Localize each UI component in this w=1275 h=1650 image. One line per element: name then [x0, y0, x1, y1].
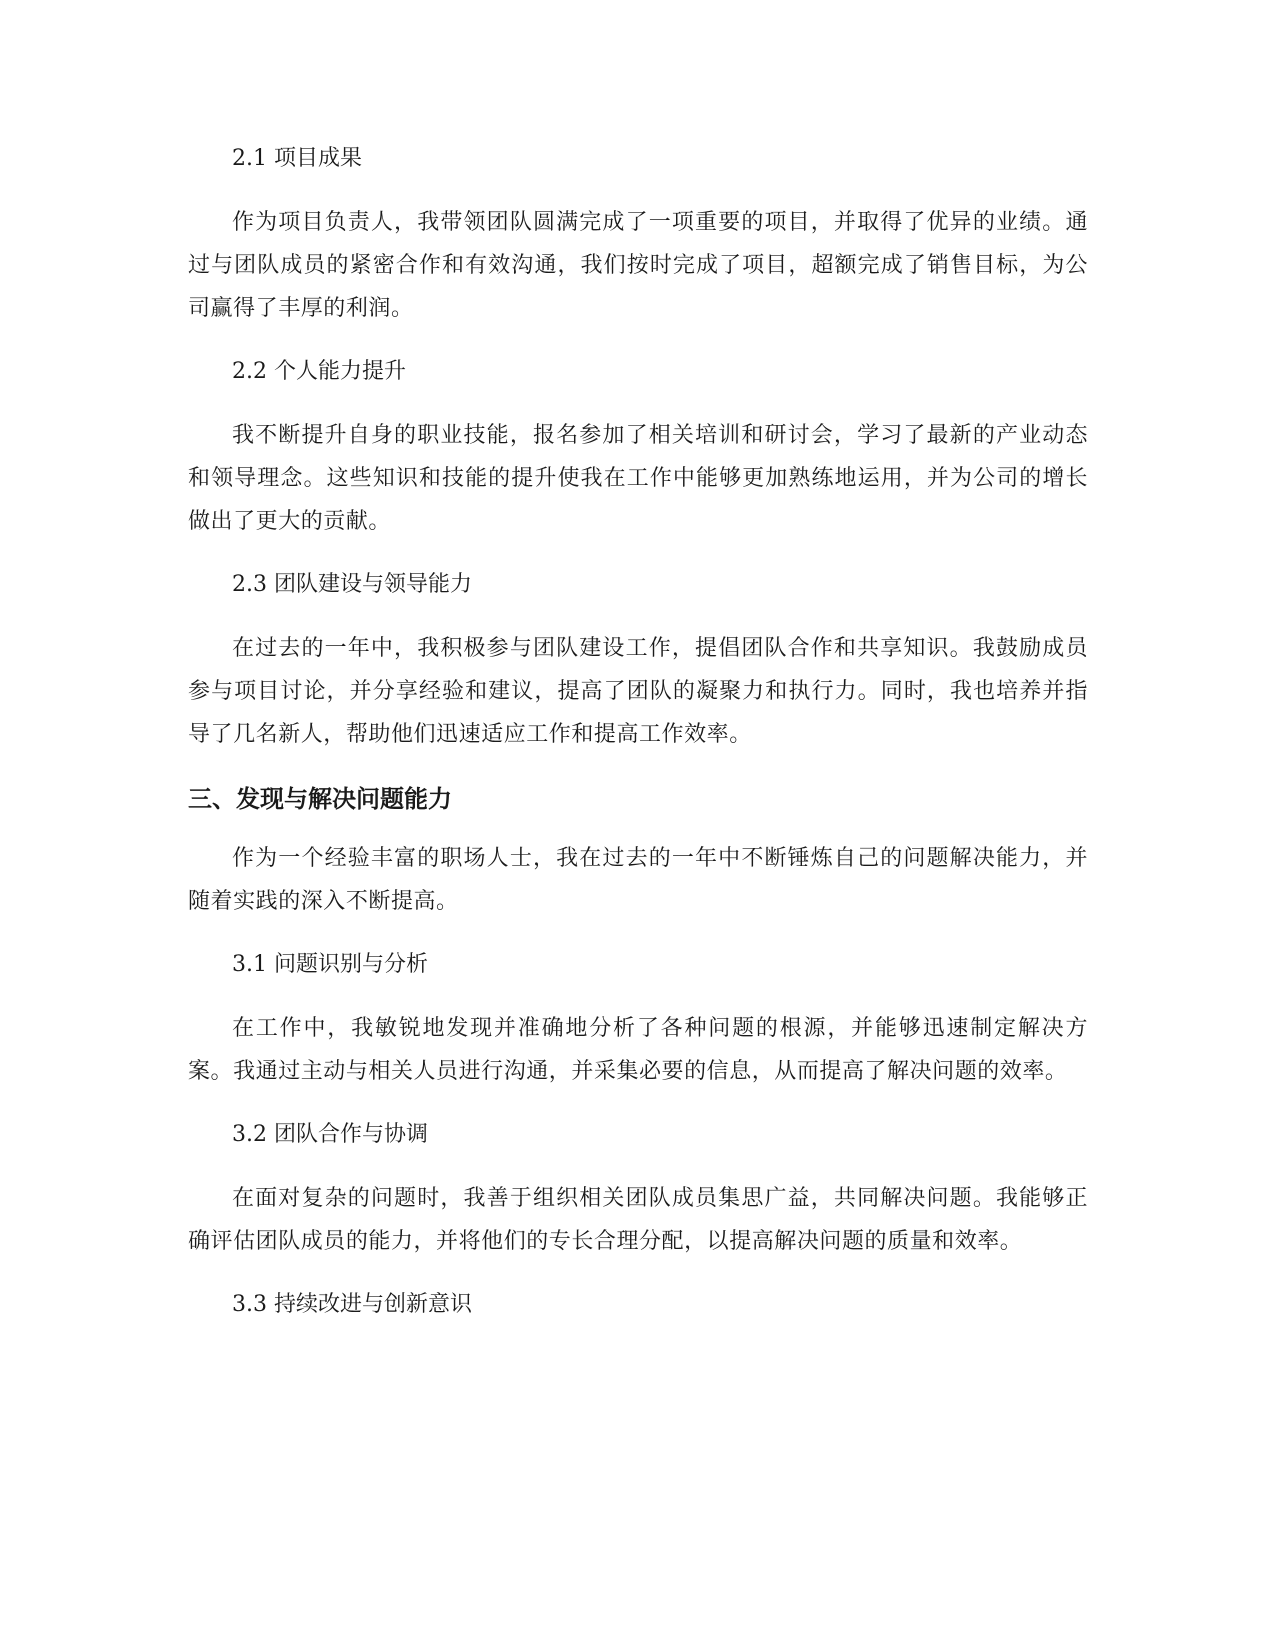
heading-3-2: 3.2 团队合作与协调: [232, 1122, 428, 1147]
heading-3-1: 3.1 问题识别与分析: [232, 952, 428, 977]
heading-2-1: 2.1 项目成果: [232, 146, 362, 171]
heading-3-3: 3.3 持续改进与创新意识: [232, 1292, 472, 1317]
heading-2-2: 2.2 个人能力提升: [232, 359, 406, 384]
document-body: [188, 138, 1088, 1347]
paragraph-2-1: 作为项目负责人，我带领团队圆满完成了一项重要的项目，并取得了优异的业绩。通过与团队成员的紧密合作和有效沟通，我们按时完成了项目，超额完成了销售目标，为公司赢得了丰厚的利润。: [188, 210, 1088, 321]
paragraph-3-2: 在面对复杂的问题时，我善于组织相关团队成员集思广益，共同解决问题。我能够正确评估团队成员的能力，并将他们的专长合理分配，以提高解决问题的质量和效率。: [188, 1186, 1088, 1254]
paragraph-3-1: 在工作中，我敏锐地发现并准确地分析了各种问题的根源，并能够迅速制定解决方案。我通过主动与相关人员进行沟通，并采集必要的信息，从而提高了解决问题的效率。: [188, 1016, 1088, 1084]
paragraph-3-intro: 作为一个经验丰富的职场人士，我在过去的一年中不断锤炼自己的问题解决能力，并随着实践的深入不断提高。: [188, 846, 1088, 914]
paragraph-2-3: 在过去的一年中，我积极参与团队建设工作，提倡团队合作和共享知识。我鼓励成员参与项目讨论，并分享经验和建议，提高了团队的凝聚力和执行力。同时，我也培养并指导了几名新人，帮助他们迅速适应工作和提高工作效率。: [188, 636, 1088, 747]
paragraph-2-2: 我不断提升自身的职业技能，报名参加了相关培训和研讨会，学习了最新的产业动态和领导理念。这些知识和技能的提升使我在工作中能够更加熟练地运用，并为公司的增长做出了更大的贡献。: [188, 423, 1088, 534]
section-title-3: 三、发现与解决问题能力: [188, 785, 452, 813]
heading-2-3: 2.3 团队建设与领导能力: [232, 572, 472, 597]
